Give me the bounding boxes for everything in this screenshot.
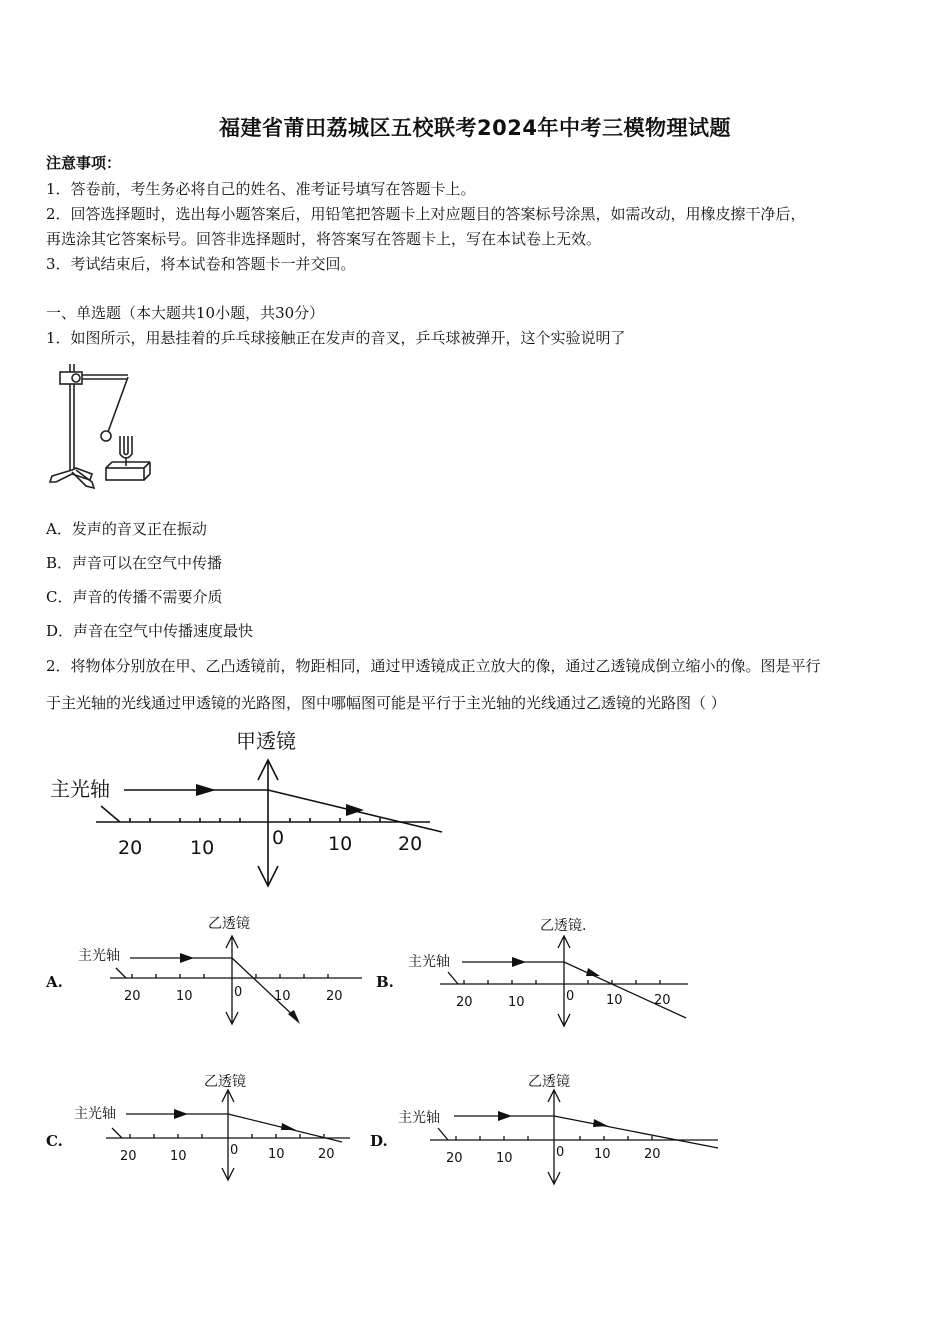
option-c-axis-label: 主光轴 xyxy=(74,1106,116,1122)
option-d-tick: 20 xyxy=(446,1151,463,1166)
option-b-tick: 10 xyxy=(606,993,623,1008)
q2-main-axis-label: 主光轴 xyxy=(50,777,110,801)
option-b-lens-label: 乙透镜. xyxy=(540,918,587,934)
page-title: 福建省莆田荔城区五校联考2024年中考三模物理试题 xyxy=(219,116,731,140)
option-a-tick: 10 xyxy=(176,989,193,1004)
notice-heading: 注意事项： xyxy=(46,154,122,172)
q2-option-d-figure xyxy=(394,1070,724,1190)
q2-option-d-letter: D. xyxy=(370,1132,388,1150)
option-a-tick: 20 xyxy=(326,989,343,1004)
option-c-tick: 0 xyxy=(230,1143,239,1158)
q2-option-c-figure xyxy=(70,1070,360,1190)
option-a-axis-label: 主光轴 xyxy=(78,948,120,964)
option-b-tick: 20 xyxy=(654,993,671,1008)
q2-main-tick: 20 xyxy=(118,837,143,859)
option-d-axis-label: 主光轴 xyxy=(398,1110,440,1126)
notice-item-2a: 2．回答选择题时，选出每小题答案后，用铅笔把答题卡上对应题目的答案标号涂黑，如需改动，用橡皮擦干净后， xyxy=(46,205,806,223)
q2-option-a-figure xyxy=(74,910,364,1030)
option-a-tick: 0 xyxy=(234,985,243,1000)
option-b-tick: 20 xyxy=(456,995,473,1010)
q2-stem-line-2: 于主光轴的光线通过甲透镜的光路图，图中哪幅图可能是平行于主光轴的光线通过乙透镜的光路图（ ） xyxy=(46,694,726,712)
option-d-tick: 20 xyxy=(644,1147,661,1162)
q1-stem: 1．如图所示，用悬挂着的乒乓球接触正在发声的音叉，乒乓球被弹开，这个实验说明了 xyxy=(46,329,626,347)
option-d-tick: 10 xyxy=(594,1147,611,1162)
q1-option-b: B．声音可以在空气中传播 xyxy=(46,554,223,572)
q2-main-lens-figure xyxy=(46,726,446,892)
notice-item-2b: 再选涂其它答案标号。回答非选择题时，将答案写在答题卡上，写在本试卷上无效。 xyxy=(46,230,602,248)
tuning-fork-apparatus-figure xyxy=(46,358,158,496)
q1-option-c: C．声音的传播不需要介质 xyxy=(46,588,223,606)
q2-option-b-letter: B. xyxy=(376,973,394,991)
option-a-tick: 10 xyxy=(274,989,291,1004)
option-b-tick: 10 xyxy=(508,995,525,1010)
section-heading: 一、单选题（本大题共10小题，共30分） xyxy=(46,304,325,322)
q1-option-a: A．发声的音叉正在振动 xyxy=(46,520,207,538)
q2-main-tick: 10 xyxy=(328,833,353,855)
option-c-tick: 20 xyxy=(120,1149,137,1164)
q1-option-d: D．声音在空气中传播速度最快 xyxy=(46,622,254,640)
notice-item-1: 1．答卷前，考生务必将自己的姓名、准考证号填写在答题卡上。 xyxy=(46,180,476,198)
notice-item-3: 3．考试结束后，将本试卷和答题卡一并交回。 xyxy=(46,255,356,273)
q2-main-lens-label: 甲透镜 xyxy=(236,729,296,753)
option-a-lens-label: 乙透镜 xyxy=(208,916,250,932)
q2-main-tick: 10 xyxy=(190,837,215,859)
q2-option-b-figure xyxy=(404,912,694,1032)
option-d-tick: 10 xyxy=(496,1151,513,1166)
q2-main-tick: 20 xyxy=(398,833,423,855)
option-b-tick: 0 xyxy=(566,989,575,1004)
option-a-tick: 20 xyxy=(124,989,141,1004)
option-b-axis-label: 主光轴 xyxy=(408,954,450,970)
option-c-tick: 20 xyxy=(318,1147,335,1162)
q2-option-c-letter: C. xyxy=(46,1132,63,1150)
option-c-lens-label: 乙透镜 xyxy=(204,1074,246,1090)
option-c-tick: 10 xyxy=(170,1149,187,1164)
q2-stem-line-1: 2．将物体分别放在甲、乙凸透镜前，物距相同，通过甲透镜成正立放大的像，通过乙透镜成倒立缩小的像。图是平行 xyxy=(46,657,821,675)
option-d-tick: 0 xyxy=(556,1145,565,1160)
option-d-lens-label: 乙透镜 xyxy=(528,1074,570,1090)
q2-main-tick: 0 xyxy=(272,827,285,849)
q2-option-a-letter: A. xyxy=(46,973,63,991)
option-c-tick: 10 xyxy=(268,1147,285,1162)
